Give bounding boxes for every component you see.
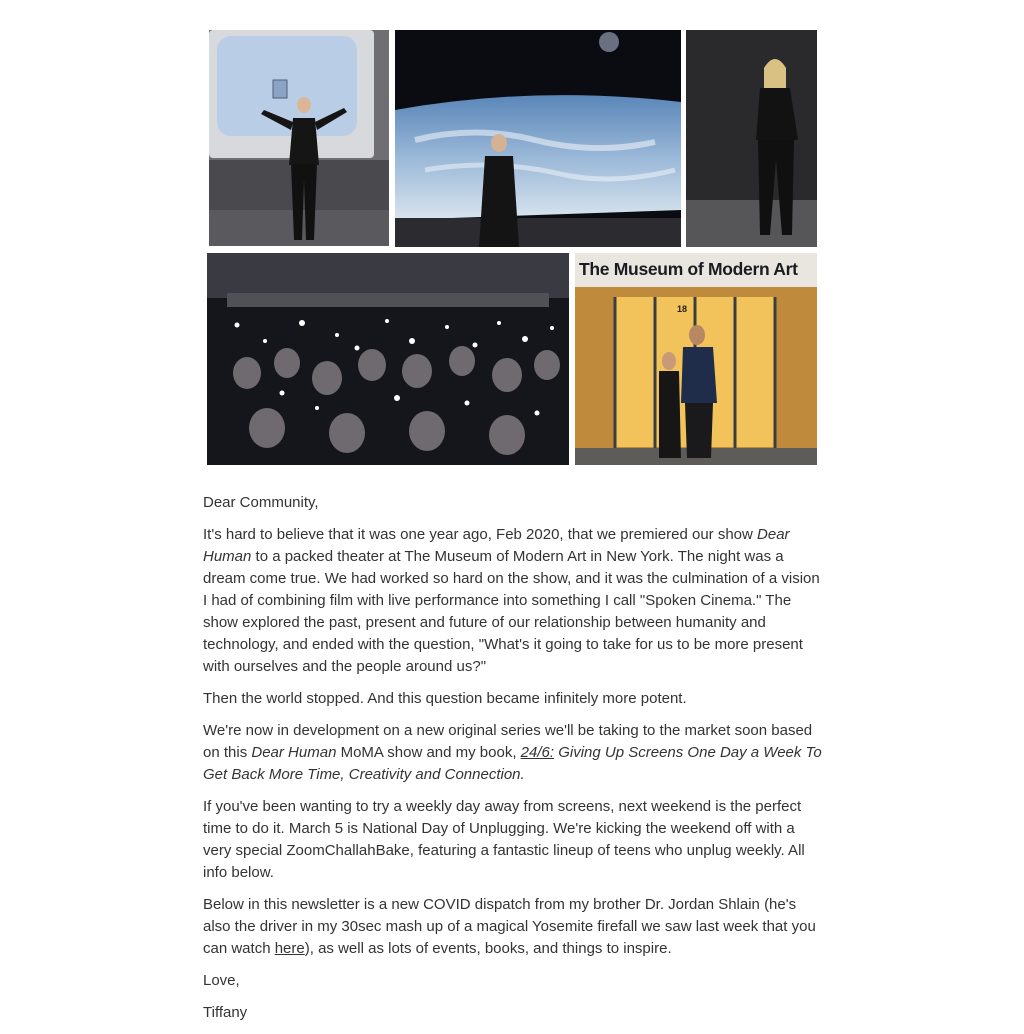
newsletter-letter	[203, 492, 823, 1034]
p5-text-start: Below in this newsletter is a new COVID dispatch from my brother Dr. Jordan Shlain (he's also the driver in my 30sec mash up of a magical Yosemite firefall we saw last week that you can watch	[203, 896, 816, 957]
museum-entrance-image	[575, 253, 817, 465]
presenter-stage-image	[686, 30, 817, 247]
p5-text-end: ), as well as lots of events, books, and things to inspire.	[304, 940, 672, 957]
firefall-video-link[interactable]: here	[274, 940, 305, 957]
paragraph-world-stopped: Then the world stopped. And this question became infinitely more potent.	[203, 690, 687, 707]
museum-door-number: 18	[677, 304, 688, 314]
p1-text-start: It's hard to believe that it was one year ago, Feb 2020, that we premiered our show	[203, 526, 758, 543]
p1-text-end: to a packed theater at The Museum of Modern Art in New York. The night was a dream come true. We had worked so hard on the show, and it was the culmination of a vision I had of combining film with live performance into something I call "Spoken Cinema." The show explored the past, present and future of our relationship between humanity and technology, and ended with the question, "What's it going to take for us to be more present with ourselves and the people around us?"	[203, 548, 820, 675]
presenter-earth-image	[395, 30, 681, 247]
show-title: Dear Human	[203, 526, 790, 565]
paragraph-series	[203, 720, 823, 786]
photo-presenter-vintage-tv	[209, 30, 389, 246]
photo-presenter-earth-screen	[395, 30, 681, 247]
show-title: Dear Human	[251, 744, 337, 761]
p3-text-middle: MoMA show and my book,	[336, 744, 521, 761]
paragraph-unplugging: If you've been wanting to try a weekly day away from screens, next weekend is the perfect time to do it. March 5 is National Day of Unplugging. We're kicking the weekend off with a very special ZoomChallahBake, featuring a fantastic lineup of teens who unplug weekly. All info below.	[203, 798, 805, 881]
photo-presenter-stage	[686, 30, 817, 247]
closing: Love,	[203, 972, 240, 989]
signature: Tiffany	[203, 1004, 248, 1021]
paragraph-covid-dispatch	[203, 894, 823, 960]
photo-audience-phone-lights	[207, 253, 569, 465]
photo-museum-entrance	[575, 253, 817, 465]
book-subtitle: Giving Up Screens One Day a Week To Get Back More Time, Creativity and Connection.	[203, 744, 822, 783]
museum-sign: The Museum of Modern Art	[579, 259, 798, 279]
book-link[interactable]: 24/6:	[520, 744, 555, 761]
p3-text-start: We're now in development on a new original series we'll be taking to the market soon based on this	[203, 722, 813, 761]
audience-image	[207, 253, 569, 465]
paragraph-premiere	[203, 524, 823, 678]
presenter-vintage-tv-image	[209, 30, 389, 246]
greeting: Dear Community,	[203, 494, 319, 511]
